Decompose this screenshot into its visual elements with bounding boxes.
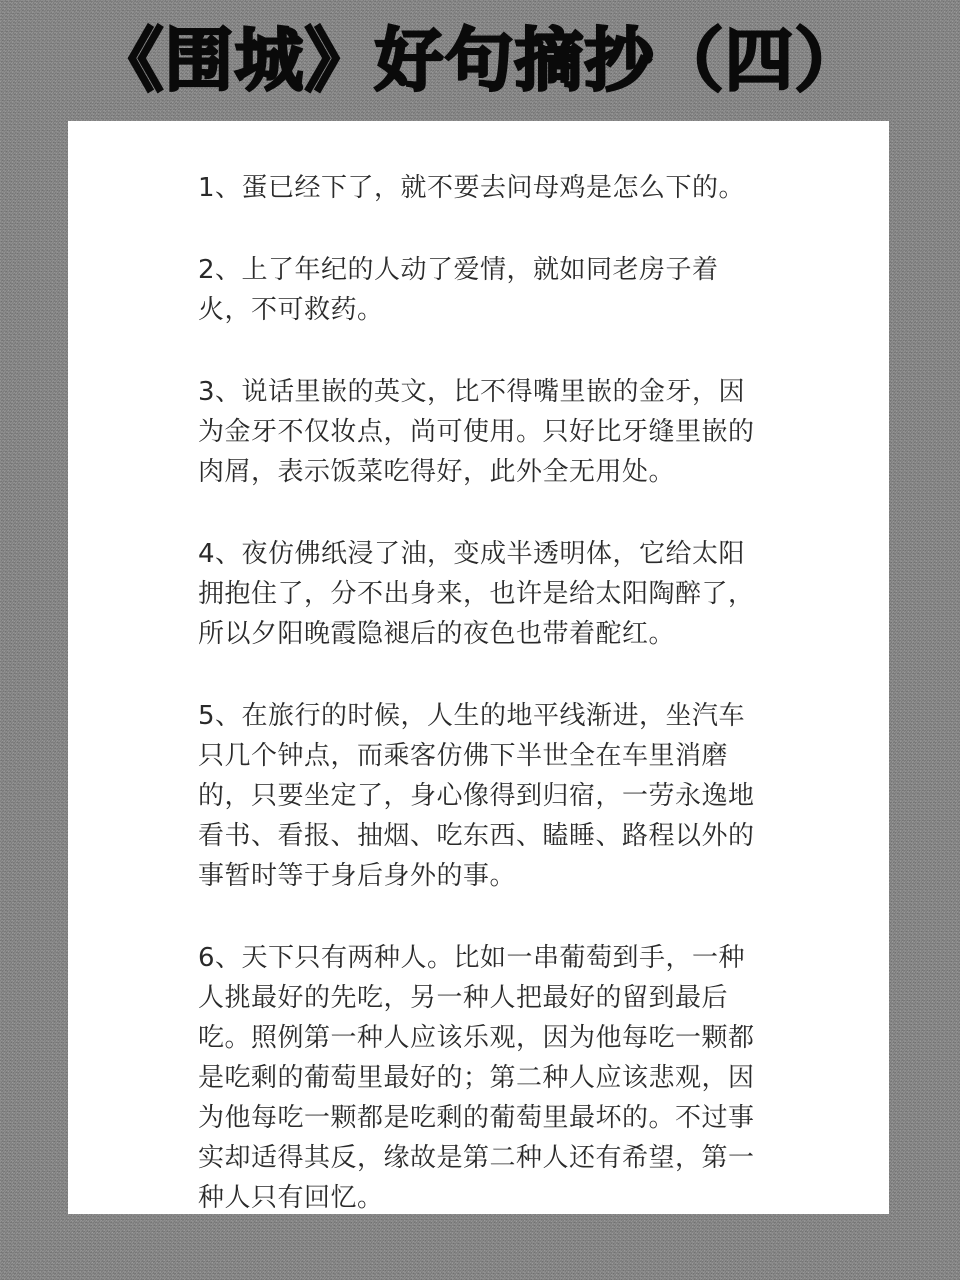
quote-item-2: 2、上了年纪的人动了爱情，就如同老房子着火，不可救药。 <box>198 255 719 325</box>
page-title: 《围城》好句摘抄（四） <box>94 22 865 101</box>
quote-item-6: 6、天下只有两种人。比如一串葡萄到手，一种人挑最好的先吃，另一种人把最好的留到最后吃。照例第一种人应该乐观，因为他每吃一颗都是吃剩的葡萄里最好的；第二种人应该悲观，因为他每吃一颗都是吃剩的葡萄里最坏的。不过事实却适得其反，缘故是第二种人还有希望，第一种人只有回忆。 <box>198 943 755 1213</box>
quote-list <box>198 168 758 1260</box>
quote-item-5: 5、在旅行的时候，人生的地平线渐进，坐汽车只几个钟点，而乘客仿佛下半世全在车里消磨的，只要坐定了，身心像得到归宿，一劳永逸地看书、看报、抽烟、吃东西、瞌睡、路程以外的事暂时等于身后身外的事。 <box>198 701 755 891</box>
quote-item-1: 1、蛋已经下了，就不要去问母鸡是怎么下的。 <box>198 173 746 203</box>
quote-card <box>68 121 889 1214</box>
quote-item-3: 3、说话里嵌的英文，比不得嘴里嵌的金牙，因为金牙不仅妆点，尚可使用。只好比牙缝里嵌的肉屑，表示饭菜吃得好，此外全无用处。 <box>198 377 755 487</box>
quote-item-4: 4、夜仿佛纸浸了油，变成半透明体，它给太阳拥抱住了，分不出身来，也许是给太阳陶醉了，所以夕阳晚霞隐褪后的夜色也带着酡红。 <box>198 539 755 649</box>
